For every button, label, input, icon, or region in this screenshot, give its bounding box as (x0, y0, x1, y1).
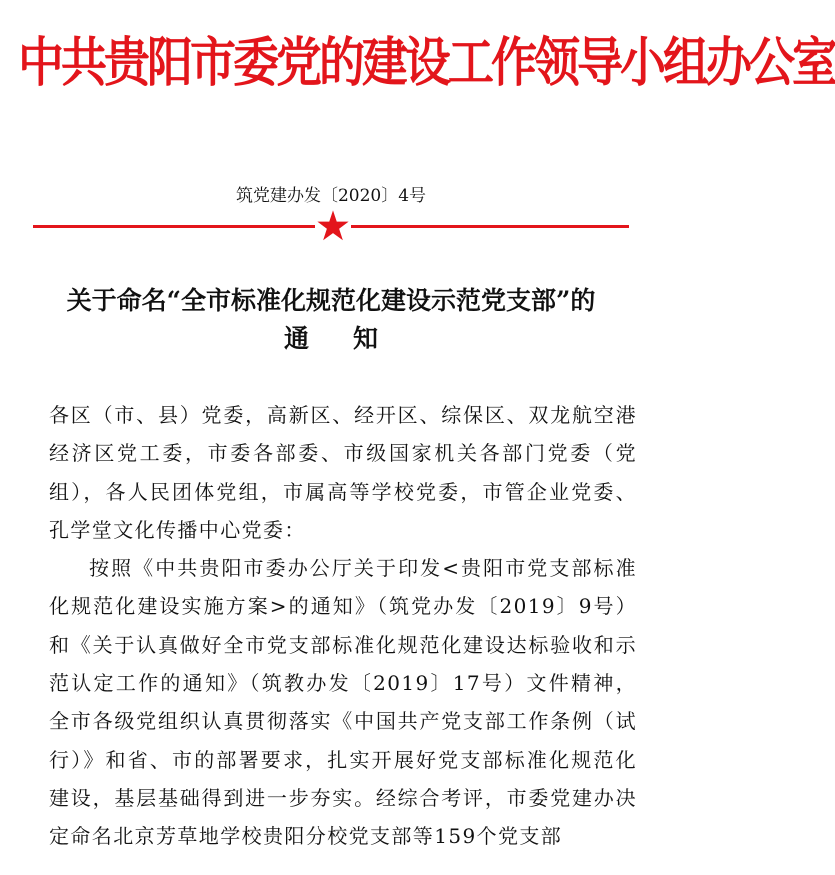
red-star-icon (316, 209, 350, 243)
document-number: 筑党建办发〔2020〕4号 (235, 186, 427, 206)
red-rule-right (351, 225, 629, 228)
red-rule-left (33, 225, 315, 228)
document-title-line2: 通知 (283, 324, 422, 353)
document-body (49, 396, 637, 856)
addressees-paragraph: 各区（市、县）党委，高新区、经开区、综保区、双龙航空港经济区党工委，市委各部委、市级国家机关各部门党委（党组），各人民团体党组，市属高等学校党委，市管企业党委、孔学堂文化传播中心党委： (49, 403, 637, 542)
document-title-line1: 关于命名“全市标准化规范化建设示范党支部”的 (66, 286, 596, 315)
masthead-issuer: 中共贵阳市委党的建设工作领导小组办公室 (18, 31, 835, 94)
body-paragraph-1: 按照《中共贵阳市委办公厅关于印发<贵阳市党支部标准化规范化建设实施方案>的通知》（筑党办发〔2019〕9号）和《关于认真做好全市党支部标准化规范化建设达标验收和示范认定工作的通知》（筑教办发〔2019〕17号）文件精神，全市各级党组织认真贯彻落实《中国共产党支部工作条例（试行）》和省、市的部署要求，扎实开展好党支部标准化规范化建设，基层基础得到进一步夯实。经综合考评，市委党建办决定命名北京芳草地学校贵阳分校党支部等159个党支部 (49, 556, 637, 849)
